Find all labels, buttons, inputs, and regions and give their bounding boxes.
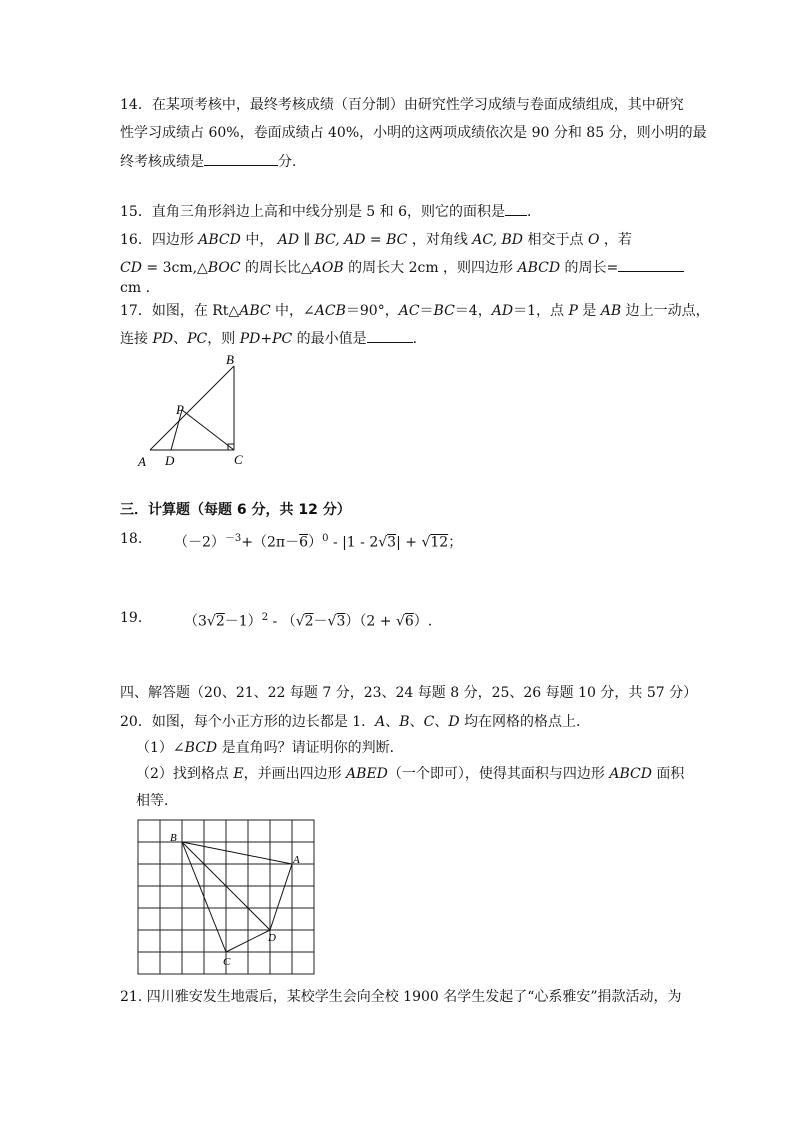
q19-exp: 2 [261,612,269,623]
q17-line-2 [120,328,427,349]
q16-line-3: cm . [120,280,151,296]
q18-radicand: 6 [299,534,309,551]
q17-t: ，则 [207,331,240,347]
q20-sub-2-cont: 相等． [136,793,178,809]
q20-t: 、 [385,714,400,730]
q17-line-1 [120,301,710,321]
q17-t: 的最小值是 [292,331,367,347]
q20-var: A [375,714,386,730]
label-b: B [226,352,234,367]
q16-t: ，若 [599,232,632,248]
q17-triangle-figure [130,350,260,475]
q20-t: 面积 [651,766,685,782]
q18-t: +（2π－ [241,534,300,551]
q19-t: （3 [184,613,207,630]
q16-t: 中， [240,232,278,248]
q20-t: 均在网格的格点上． [459,714,590,730]
q18-exp: 0 [322,533,329,544]
q16-t: 的周长大 2cm ，则四边形 [343,260,518,276]
q21-line-1: 21. 四川雅安发生地震后，某校学生会向全校 1900 名学生发起了“心系雅安”捐款活动，为 [120,989,682,1005]
grid-label-b: B [170,832,177,844]
grid-label-a: A [293,854,300,866]
q16-var: BOC [207,260,241,276]
q19-t: －1） [224,613,262,630]
q20-t: 20．如图，每个小正方形的边长都是 1． [120,714,376,730]
section-3-heading: 三．计算题（每题 6 分，共 12 分） [120,502,351,518]
segment-ad [270,864,292,930]
q17-t: 17．如图，在 Rt△ [120,303,240,319]
q17-var: AD [491,303,514,319]
q17-var: P [568,303,578,319]
q16-answer-blank [618,257,684,272]
q20-t: （2）找到格点 [136,766,234,782]
q17-var: PD [152,331,174,347]
q17-t: 是 [577,303,601,319]
q18-radicand: 3 [387,534,397,551]
section-4-heading: 四、解答题（20、21、22 每题 7 分，23、24 每题 8 分，25、26 每题 10 分，共 57 分） [120,685,698,701]
q19-t: - （ [268,613,296,630]
q14-text-end: 分． [278,154,306,170]
segment-ba [182,842,292,864]
grid-label-c: C [223,956,231,968]
q15-text: 15．直角三角形斜边上高和中线分别是 5 和 6，则它的面积是 [120,204,505,220]
q15-text-end: ． [526,204,541,220]
q17-var: AB [600,303,622,319]
q16-var: ABCD [198,232,241,248]
segment-ab [150,366,234,450]
q14-line-3 [120,151,306,172]
q14-line-2: 性学习成绩占 60%，卷面成绩占 40%，小明的这两项成绩依次是 90 分和 85 分，则小明的最 [120,125,707,141]
q14-text: 终考核成绩是 [120,154,204,170]
q20-var: BCD [184,740,218,756]
q19-expression: $(3√2-1)^2 - (√2-√3)(2 + √6)$. [184,612,433,630]
q16-var: CD [120,260,142,276]
q20-t: 、 [409,714,424,730]
label-d: D [165,453,175,468]
q19-t: ）. [413,613,433,630]
q16-t: = 3cm,△ [141,260,208,276]
q20-var: E [233,766,244,782]
q17-var: AC [398,303,420,319]
q16-var: AC, BD [472,232,524,248]
q19-t: － [313,613,328,630]
segment-pc [182,410,234,450]
q16-var: AD ∥ BC, AD = BC [277,232,408,248]
q18-t: ； [448,534,463,551]
q20-var: D [448,714,460,730]
q20-var: C [423,714,435,730]
q18-number: 18. [120,531,143,547]
q18-t: ） [308,534,323,551]
q20-t: 是直角吗？请证明你的判断． [217,740,404,756]
q20-sub-2 [136,764,684,784]
grid-label-d: D [268,932,276,944]
label-a: A [138,454,146,469]
q16-line-2 [120,257,684,278]
q17-var: PC [187,331,208,347]
q17-var: PD+PC [239,331,293,347]
label-p: P [176,402,184,417]
q20-line-1 [120,712,590,732]
q18-exp: －3 [224,533,242,544]
q20-var: ABED [346,766,388,782]
q19-radicand: 6 [404,613,414,630]
q15-line [120,201,541,222]
q18-t: - |1 - 2 [328,534,379,551]
q16-t: 16．四边形 [120,232,199,248]
q19-radicand: 2 [304,613,314,630]
q17-answer-blank [367,328,413,343]
q18-t: | + [396,534,422,551]
q19-number: 19. [120,610,143,626]
q16-t: ，对角线 [407,232,473,248]
q16-var: ABCD [517,260,561,276]
q20-t: ，并画出四边形 [243,766,347,782]
q20-grid-figure [136,818,316,978]
q14-answer-blank [204,151,278,166]
q20-t: （一个即可），使得其面积与四边形 [387,766,610,782]
q18-radicand: 12 [430,534,449,551]
q17-t: ＝1，点 [513,303,569,319]
q17-var: ABC [239,303,271,319]
q16-var: O [587,232,600,248]
q17-t: 连接 [120,331,153,347]
q17-t: ． [412,331,427,347]
q17-var: BC [433,303,455,319]
q17-t: 、 [173,331,188,347]
q16-line-1 [120,230,632,250]
q20-sub-1 [136,738,404,758]
q16-t: 相交于点 [523,232,588,248]
q16-var: AOB [311,260,344,276]
q16-t: 的周长比△ [240,260,312,276]
q20-t: （1）∠ [136,740,185,756]
q20-var: ABCD [609,766,652,782]
q17-t: ＝90°， [345,303,399,319]
q18-expression: $(-2)^{-3}+(2\pi-6)^0 - |1 - 2√3| + √12$； [174,533,463,551]
q14-line-1: 14．在某项考核中，最终考核成绩（百分制）由研究性学习成绩与卷面成绩组成，其中研究 [120,97,684,113]
q17-t: 边上一动点， [621,303,710,319]
q19-radicand: 2 [215,613,225,630]
q17-var: ACB [314,303,346,319]
q16-t: 的周长= [560,260,619,276]
q20-t: 、 [434,714,449,730]
label-c: C [234,452,243,467]
q17-t: ＝4， [454,303,492,319]
q15-answer-blank [505,201,527,216]
q19-radicand: 3 [336,613,346,630]
q20-var: B [399,714,410,730]
q18-t: （－2） [174,534,225,551]
q17-t: 中，∠ [270,303,315,319]
q17-t: ＝ [419,303,434,319]
q19-t: ）（2 + [345,613,396,630]
